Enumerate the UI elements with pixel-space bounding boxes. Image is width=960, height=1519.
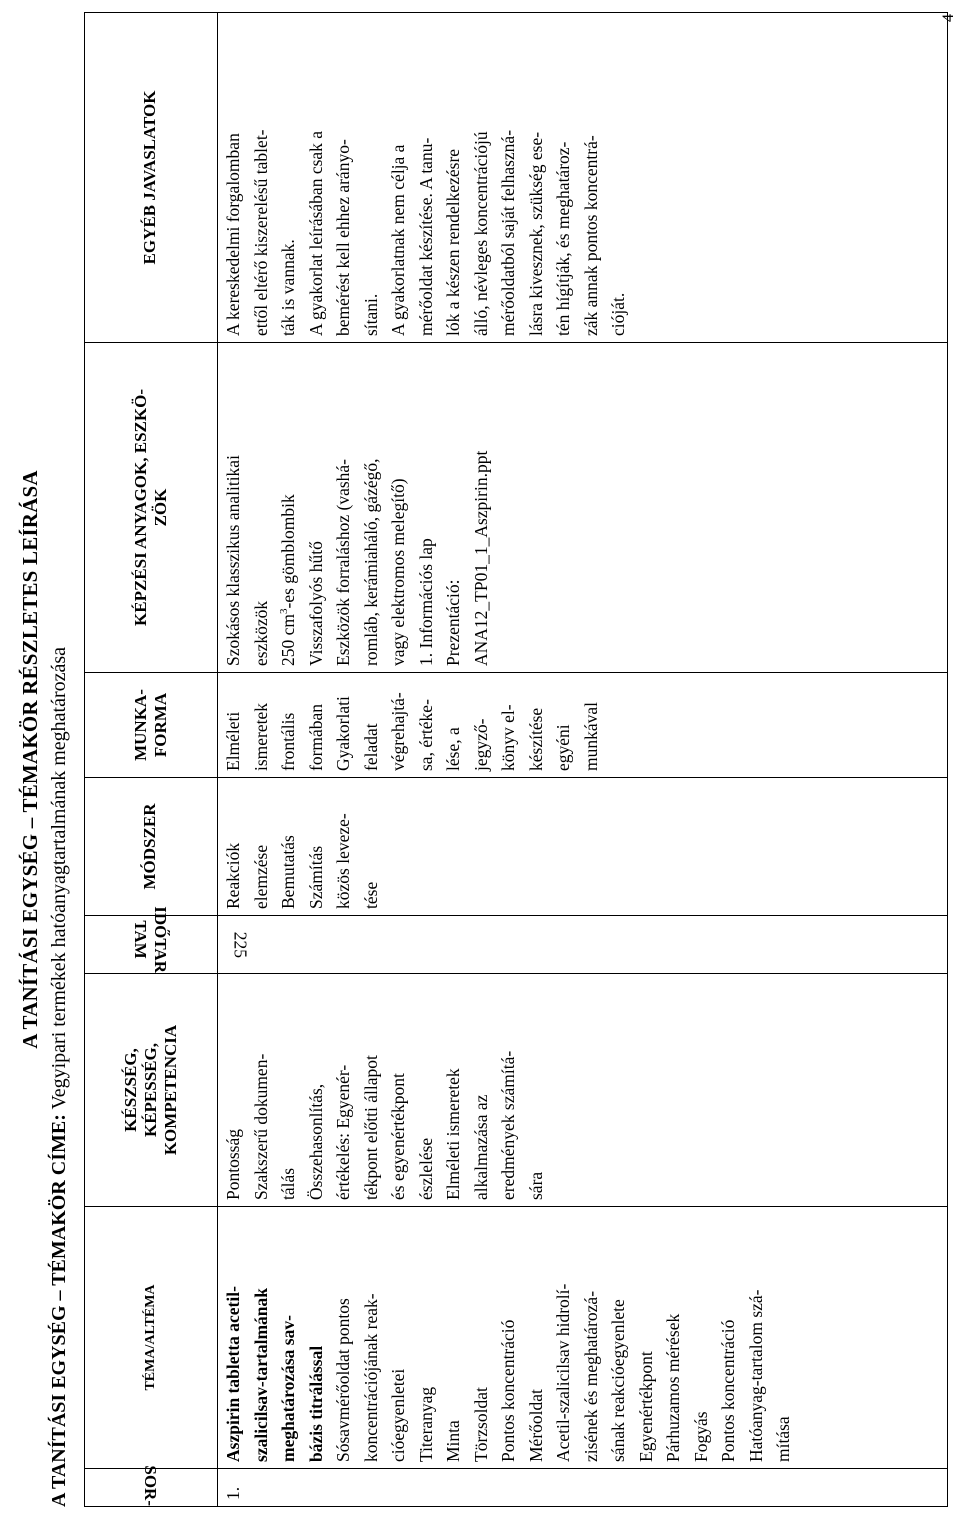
table-header-row xyxy=(85,13,218,1507)
header-munkaforma: MUNKA- FORMA xyxy=(85,673,218,778)
header-egyeb: EGYÉB JAVASLATOK xyxy=(85,13,218,343)
cell-munkaforma: Elméleti ismeretek frontális formában Gyakorlati feladat végrehajtá- sa, értéke- lése, a jegyző- könyv el- készítése egyéni munkával xyxy=(218,673,948,778)
header-sorszam: SOR- xyxy=(85,1469,218,1507)
cell-keszseg: Pontosság Szakszerű dokumen- tálás Összehasonlítás, értékelés: Egyenér- tékpont előtti állapot és egyenértékpont észlelése Elméleti ismeretek alkalmazása az eredmények számítá- sára xyxy=(218,974,948,1207)
cell-modszer: Reakciók elemzése Bemutatás Számítás közös leveze- tése xyxy=(218,778,948,916)
header-anyagok: KÉPZÉSI ANYAGOK, ESZKÖ- ZÖK xyxy=(85,343,218,673)
header-modszer: MÓDSZER xyxy=(85,778,218,916)
topic-heading xyxy=(48,647,71,1507)
lesson-table xyxy=(84,12,948,1507)
cell-sorszam: 1. xyxy=(218,1469,948,1507)
cell-idotartam xyxy=(218,916,948,974)
header-tema: TÉMA/ALTÉMA xyxy=(85,1207,218,1469)
cell-egyeb: A kereskedelmi forgalomban ettől eltérő kiszerelésű tablet- ták is vannak. A gyakorlat leírásában csak a bemérést kell ehhez arányo- sítani. A gyakorlatnak nem célja a mérőoldat készítése. A tanu- lók a készen rendelkezésre álló, névleges koncentrációjú mérőoldatból saját felhaszná- lásra kivesznek, szükség ese- tén hígítják, és meghatároz- zák annak pontos koncentrá- cióját. xyxy=(218,13,948,343)
header-idotartam: IDŐTAR TAM xyxy=(85,916,218,974)
cell-anyagok: Szokásos klasszikus analitikai eszközök 250 $cm^3-es$ gömblombik Visszafolyós hűtő Eszközök forraláshoz (vashá- romláb, kerámiaháló, gázégő, vagy elektromos melegítő) 1. Információs lap Prezentáció: ANA12_TP01_1_Aszpirin.ppt xyxy=(218,343,948,673)
topic-label: A TANÍTÁSI EGYSÉG – TÉMAKÖR CÍME: xyxy=(48,1114,70,1507)
cell-tema: Aszpirin tabletta acetil- szalicilsav-tartalmának meghatározása sav- bázis titrálással Sósavmérőoldat pontos koncentrációjának reak- cióegyenletei Titeranyag Minta Törzsoldat Pontos koncentráció Mérőoldat Acetil-szalicilsav hidrolí- zisének és meghatározá- sának reakcióegyenlete Egyenértékpont Párhuzamos mérések Fogyás Pontos koncentráció Hatóanyag-tartalom szá- mítása xyxy=(218,1207,948,1469)
document-title: A TANÍTÁSI EGYSÉG – TÉMAKÖR RÉSZLETES LEÍRÁSA xyxy=(18,470,42,1049)
header-keszseg: KÉSZSÉG, KÉPESSÉG, KOMPETENCIA xyxy=(85,974,218,1207)
page-number: 4 xyxy=(940,14,957,22)
topic-value: Vegyipari termékek hatóanyagtartalmának meghatározása xyxy=(48,646,70,1115)
table-row xyxy=(218,13,948,1507)
duration-value: 225 xyxy=(230,931,251,958)
